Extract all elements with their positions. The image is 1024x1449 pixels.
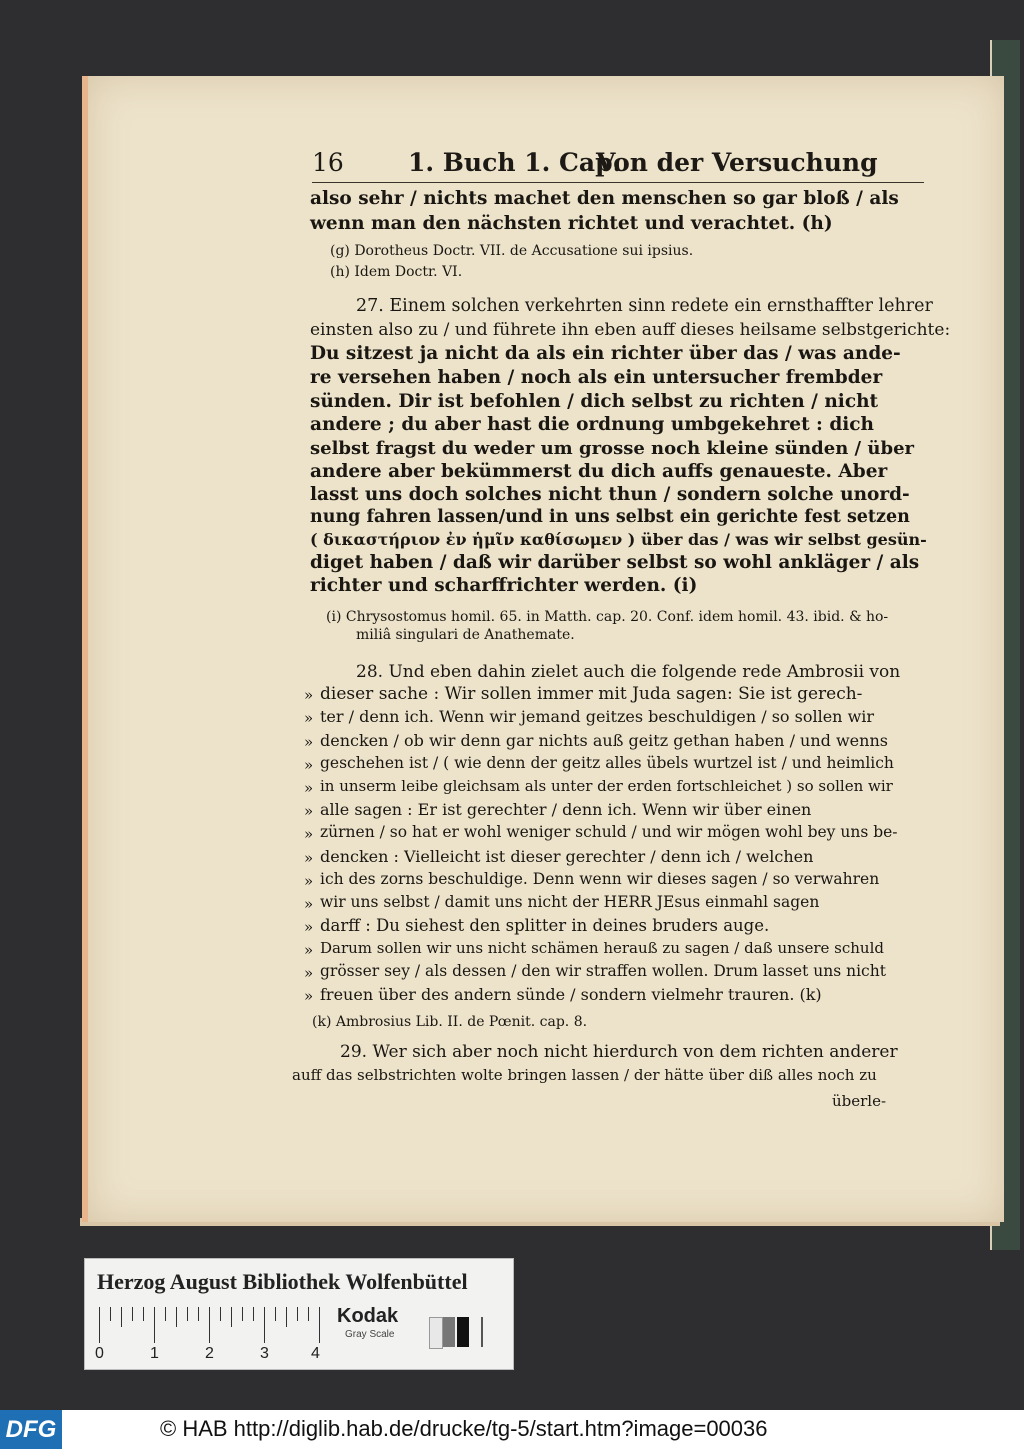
text-line: diget haben / daß wir darüber selbst so wohl ankläger / als bbox=[310, 552, 920, 573]
card-title: Herzog August Bibliothek Wolfenbüttel bbox=[97, 1269, 468, 1294]
quote-mark: » bbox=[304, 964, 314, 982]
quote-mark: » bbox=[304, 779, 314, 797]
text-line: sünden. Dir ist befohlen / dich selbst zu richten / nicht bbox=[310, 391, 879, 412]
text-line: wenn man den nächsten richtet und verachtet. (h) bbox=[310, 213, 833, 234]
quote-mark: » bbox=[304, 918, 314, 936]
dfg-logo: DFG bbox=[0, 1410, 62, 1449]
quote-mark: » bbox=[304, 987, 314, 1005]
quote-mark: » bbox=[304, 709, 314, 727]
text-line: richter und scharffrichter werden. (i) bbox=[310, 575, 698, 596]
gray-swatch-mid bbox=[443, 1317, 455, 1347]
quote-mark: » bbox=[304, 849, 314, 867]
text-line: ( δικαστήριον ἐν ἡμῖν καθίσωμεν ) über das / was wir selbst gesün- bbox=[310, 530, 927, 549]
kodak-label: Kodak bbox=[337, 1305, 399, 1327]
page-header bbox=[312, 148, 924, 183]
quote-mark: » bbox=[304, 756, 314, 774]
text-line: 29. Wer sich aber noch nicht hierdurch von dem richten anderer bbox=[340, 1042, 898, 1062]
gray-swatch-light bbox=[429, 1317, 443, 1349]
text-line: Du sitzest ja nicht da als ein richter über das / was ande- bbox=[310, 343, 901, 364]
text-line: nung fahren lassen/und in uns selbst ein gerichte fest setzen bbox=[310, 507, 910, 527]
quote-mark: » bbox=[304, 733, 314, 751]
quote-mark: » bbox=[304, 895, 314, 913]
text-line: einsten also zu / und führete ihn eben auff dieses heilsame selbstgerichte: bbox=[310, 320, 951, 340]
text-line: alle sagen : Er ist gerechter / denn ich. Wenn wir über einen bbox=[320, 800, 812, 819]
page-number: 16 bbox=[312, 148, 344, 177]
catchword: überle- bbox=[832, 1092, 887, 1110]
text-line: Darum sollen wir uns nicht schämen herauß zu sagen / daß unsere schuld bbox=[320, 939, 884, 957]
text-line: 27. Einem solchen verkehrten sinn redete ein ernsthaffter lehrer bbox=[356, 296, 933, 316]
text-line: re versehen haben / noch als ein untersucher frembder bbox=[310, 367, 883, 388]
text-line: 28. Und eben dahin zielet auch die folgende rede Ambrosii von bbox=[356, 662, 901, 682]
text-line: grösser sey / als dessen / den wir straffen wollen. Drum lasset uns nicht bbox=[320, 962, 886, 980]
text-line: dencken / ob wir denn gar nichts auß geitz gethan haben / und wenns bbox=[320, 731, 888, 750]
footer-bar bbox=[0, 1410, 1024, 1449]
quote-mark: » bbox=[304, 941, 314, 959]
text-line: ter / denn ich. Wenn wir jemand geitzes beschuldigen / so sollen wir bbox=[320, 707, 875, 726]
gray-scale-label: Gray Scale bbox=[345, 1329, 395, 1340]
quote-mark: » bbox=[304, 872, 314, 890]
text-line: ich des zorns beschuldige. Denn wenn wir dieses sagen / so verwahren bbox=[320, 870, 880, 888]
scale-number: 1 bbox=[150, 1345, 159, 1362]
text-line: dencken : Vielleicht ist dieser gerechter / denn ich / welchen bbox=[320, 847, 814, 866]
chapter-label: 1. Buch 1. Cap. bbox=[408, 148, 622, 177]
quote-mark: » bbox=[304, 802, 314, 820]
scale-ruler bbox=[99, 1307, 329, 1343]
footnote-i-cont: miliâ singulari de Anathemate. bbox=[356, 627, 575, 643]
gray-swatch-dark bbox=[457, 1317, 469, 1347]
scale-number: 0 bbox=[95, 1345, 104, 1362]
scale-number: 3 bbox=[260, 1345, 269, 1362]
text-line: dieser sache : Wir sollen immer mit Juda sagen: Sie ist gerech- bbox=[320, 684, 863, 704]
gray-swatch-line bbox=[481, 1317, 483, 1347]
text-line: darff : Du siehest den splitter in deines bruders auge. bbox=[320, 916, 770, 935]
footnote-i: (i) Chrysostomus homil. 65. in Matth. cap. 20. Conf. idem homil. 43. ibid. & ho- bbox=[326, 609, 889, 625]
library-color-card bbox=[84, 1258, 514, 1370]
text-line: andere ; du aber hast die ordnung umbgekehret : dich bbox=[310, 414, 874, 435]
running-title: Von der Versuchung bbox=[596, 148, 878, 177]
text-line: andere aber bekümmerst du dich auffs genaueste. Aber bbox=[310, 461, 888, 482]
text-line: geschehen ist / ( wie denn der geitz alles übels wurtzel ist / und heimlich bbox=[320, 754, 894, 772]
text-line: wir uns selbst / damit uns nicht der HERR JEsus einmahl sagen bbox=[320, 893, 820, 911]
text-line: selbst fragst du weder um grosse noch kleine sünden / über bbox=[310, 438, 915, 459]
footnote-h: (h) Idem Doctr. VI. bbox=[330, 264, 463, 280]
text-line: also sehr / nichts machet den menschen so gar bloß / als bbox=[310, 188, 899, 209]
quote-mark: » bbox=[304, 686, 314, 704]
text-line: zürnen / so hat er wohl weniger schuld / und wir mögen wohl bey uns be- bbox=[320, 823, 898, 841]
text-line: in unserm leibe gleichsam als unter der erden fortschleichet ) so sollen wir bbox=[320, 777, 893, 795]
text-line: auff das selbstrichten wolte bringen lassen / der hätte über diß alles noch zu bbox=[292, 1066, 877, 1084]
text-line: lasst uns doch solches nicht thun / sondern solche unord- bbox=[310, 484, 910, 505]
footnote-k: (k) Ambrosius Lib. II. de Pœnit. cap. 8. bbox=[312, 1014, 588, 1030]
copyright-link[interactable]: © HAB http://diglib.hab.de/drucke/tg-5/start.htm?image=00036 bbox=[160, 1416, 768, 1441]
quote-mark: » bbox=[304, 825, 314, 843]
scale-number: 2 bbox=[205, 1345, 214, 1362]
footnote-g: (g) Dorotheus Doctr. VII. de Accusatione sui ipsius. bbox=[330, 243, 694, 259]
text-line: freuen über des andern sünde / sondern vielmehr trauren. (k) bbox=[320, 985, 822, 1004]
scale-number: 4 bbox=[311, 1345, 320, 1362]
